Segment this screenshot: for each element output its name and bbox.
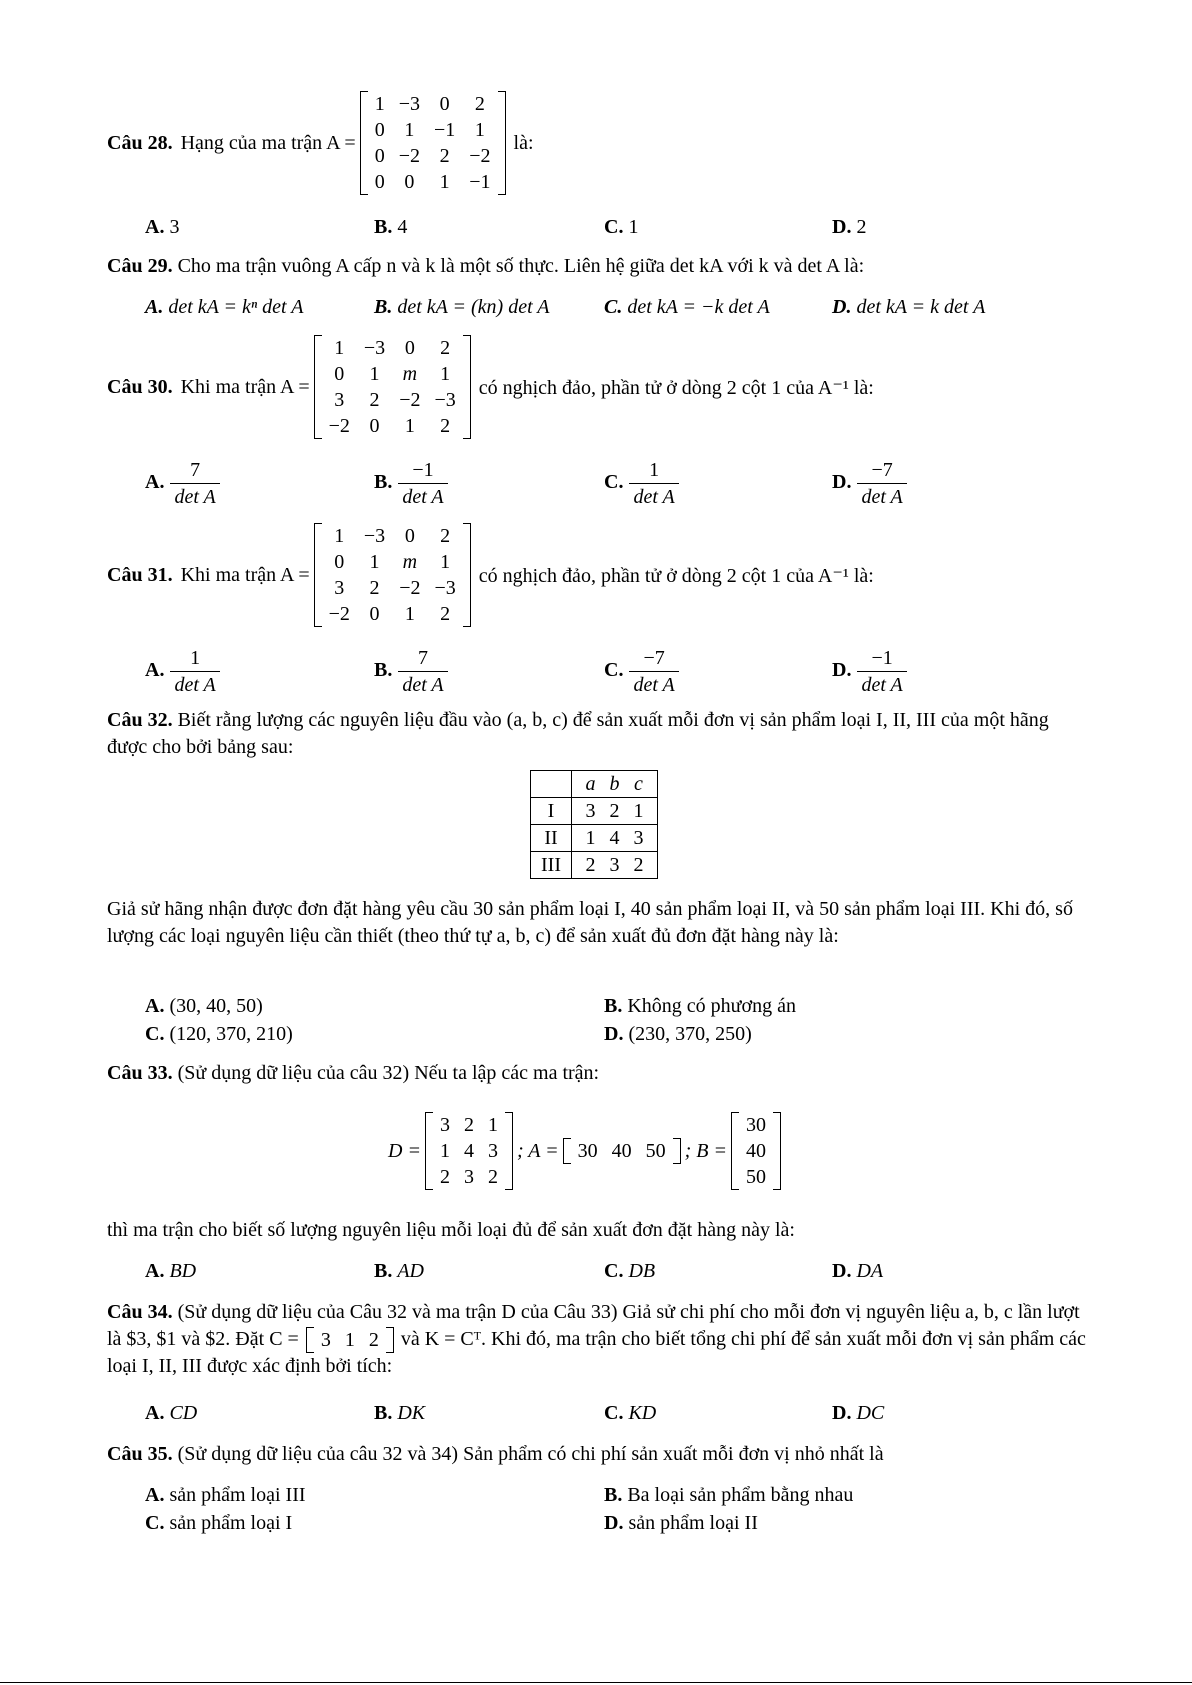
matrix-cell: 0 [374,145,385,167]
matrix-grid [433,1112,505,1190]
option-d[interactable]: D. $\frac{-7}{\text{det A}}$ [832,458,907,509]
matrix-cell: −1 [433,119,456,141]
matrix-cell: 4 [463,1140,474,1162]
table-row [531,825,658,852]
bracket-right [463,335,471,439]
matrix-cell: 1 [439,171,450,193]
option-a[interactable]: A. (30, 40, 50) [145,995,263,1017]
question-29 [107,253,1092,280]
matrix-cell: 2 [487,1166,498,1188]
matrix-cell: −3 [434,577,456,599]
bracket-left [563,1138,571,1164]
question-label: Câu 29. [107,255,173,277]
matrix-cell: 2 [440,337,451,359]
matrix-row [433,1164,505,1190]
matrix-row [314,1327,386,1353]
question-suffix: có nghịch đảo, phần tử ở dòng 2 cột 1 của A⁻¹ là: [478,564,874,587]
question-text: Hạng của ma trận A = [180,131,356,154]
bracket-right [463,523,471,627]
matrix-cell: −2 [328,603,350,625]
matrix-cell: 1 [440,363,451,385]
question-text-a: (Sử dụng dữ liệu của Câu 32 và ma trận D của Câu 33) Giả sử chi phí cho mỗi đơn vị nguyên liệu a, b, c lần lượt là $3, $1 và $2. Đặt C = [107,1301,1080,1350]
matrix-cell: −2 [399,389,421,411]
matrix-row [322,523,463,549]
question-label: Câu 31. [107,563,173,586]
table-row [531,852,658,879]
matrix-cell: 1 [344,1329,355,1352]
matrix-a [563,1138,681,1164]
row-header: I [531,798,572,825]
matrix-cell: 2 [439,145,450,167]
matrix-cell: 50 [645,1140,666,1162]
option-d[interactable]: D. DA [832,1260,884,1282]
matrix-row [322,549,463,575]
question-text: (Sử dụng dữ liệu của câu 32 và 34) Sản phẩm có chi phí sản xuất mỗi đơn vị nhỏ nhất là [177,1443,884,1465]
matrix-grid [322,335,463,439]
matrix-cell: m [402,363,418,385]
option-c[interactable]: C. $\frac{-7}{\text{det A}}$ [604,646,679,697]
question-text: Khi ma trận A = [180,375,310,398]
matrix-cell: 0 [334,363,345,385]
matrix-row [322,387,463,413]
matrix-cell: 3 [334,577,345,599]
question-text: Cho ma trận vuông A cấp n và k là một số thực. Liên hệ giữa det kA với k và det A là: [177,255,865,277]
matrix-cell: 0 [404,171,415,193]
question-label: Câu 33. [107,1062,173,1084]
row-values: 1 4 3 [572,825,658,852]
question-label: Câu 34. [107,1301,173,1323]
matrix-row [571,1138,673,1164]
matrix-row [322,575,463,601]
row-values: 3 2 1 [572,798,658,825]
matrix-cell: −2 [399,577,421,599]
option-c[interactable]: C. 1 [604,216,639,238]
matrix-cell: 3 [463,1166,474,1188]
table-header-row [531,771,658,798]
matrix-d-label: D = [388,1139,421,1162]
matrix-cell: 1 [334,525,345,547]
question-suffix: là: [513,131,534,154]
matrices-definition [388,1109,785,1193]
option-d[interactable]: D. (230, 370, 250) [604,1023,752,1045]
matrix-cell: −2 [469,145,491,167]
matrix-cell: 1 [487,1114,498,1136]
option-c[interactable]: C. (120, 370, 210) [145,1023,293,1045]
matrix-row [368,117,498,143]
row-header: II [531,825,572,852]
matrix-cell: 2 [440,525,451,547]
matrix-cell: −1 [469,171,491,193]
matrix-cell: 2 [440,603,451,625]
matrix-cell: m [402,551,418,573]
option-c[interactable]: C. sản phẩm loại I [145,1512,293,1534]
bracket-right [673,1138,681,1164]
option-c[interactable]: C. det kA = −k det A [604,296,770,318]
matrix-cell: 1 [404,415,415,437]
question-text: (Sử dụng dữ liệu của câu 32) Nếu ta lập các ma trận: [177,1062,600,1084]
matrix-grid [739,1112,773,1190]
question-33 [107,1060,1092,1087]
matrix-cell: 30 [577,1140,598,1162]
matrix-cell: 0 [334,551,345,573]
matrix-cell: 1 [334,337,345,359]
matrix-b-label: ; B = [684,1139,727,1162]
bracket-left [314,523,322,627]
question-label: Câu 32. [107,709,173,731]
question-label: Câu 28. [107,131,173,154]
materials-table [530,770,658,879]
matrix [314,523,471,627]
matrix-cell: −3 [363,525,386,547]
matrix-row [368,169,498,195]
option-d[interactable]: D. DC [832,1402,885,1424]
matrix-cell: 1 [369,551,380,573]
row-header: III [531,852,572,879]
option-b[interactable]: B. 4 [374,216,408,238]
matrix-grid [368,91,498,195]
matrix-cell: 1 [374,93,385,115]
option-b[interactable]: B. $\frac{-1}{\text{det A}}$ [374,458,448,509]
matrix-cell: 0 [404,337,415,359]
matrix-cell: 2 [369,577,380,599]
matrix-row [322,361,463,387]
question-30 [107,332,874,442]
matrix-cell: 1 [439,1140,450,1162]
matrix-cell: 0 [404,525,415,547]
matrix-cell: 2 [439,1166,450,1188]
matrix-row [739,1138,773,1164]
bracket-left [306,1327,314,1353]
matrix-cell: −2 [328,415,350,437]
matrix-a-label: ; A = [516,1139,559,1162]
option-a[interactable]: A. CD [145,1402,198,1424]
matrix-cell: 1 [369,363,380,385]
matrix-grid [314,1327,386,1353]
matrix-row [433,1138,505,1164]
matrix-b [731,1112,781,1190]
option-b[interactable]: B. DK [374,1402,426,1424]
question-32 [107,707,1092,761]
question-label: Câu 35. [107,1443,173,1465]
matrix-cell: 50 [745,1166,766,1188]
matrix-row [368,143,498,169]
matrix-row [739,1112,773,1138]
option-d[interactable]: D. 2 [832,216,867,238]
matrix-cell: 3 [439,1114,450,1136]
bracket-right [386,1327,394,1353]
option-c[interactable]: C. KD [604,1402,657,1424]
table-corner [531,771,572,798]
option-a[interactable]: A. det kA = kⁿ det A [145,296,304,318]
matrix-grid [571,1138,673,1164]
matrix-cell: 40 [611,1140,632,1162]
matrix-d [425,1112,513,1190]
page-bottom-rule [0,1682,1192,1683]
matrix-c [306,1327,394,1353]
matrix-cell: 0 [374,171,385,193]
matrix-grid [322,523,463,627]
question-suffix: có nghịch đảo, phần tử ở dòng 2 cột 1 của A⁻¹ là: [478,376,874,399]
bracket-left [425,1112,433,1190]
option-b[interactable]: B. det kA = (kn) det A [374,296,550,318]
question-text: Khi ma trận A = [180,563,310,586]
question-34 [107,1299,1092,1380]
question-label: Câu 30. [107,375,173,398]
matrix-cell: 2 [463,1114,474,1136]
matrix-cell: −2 [398,145,420,167]
matrix-cell: 3 [487,1140,498,1162]
matrix-cell: 3 [334,389,345,411]
option-a[interactable]: A. 3 [145,216,180,238]
option-c[interactable]: C. DB [604,1260,656,1282]
matrix-cell: 1 [404,119,415,141]
question-text-b: và K = Cᵀ. Khi đó, ma trận cho biết tổng chi phí để sản xuất mỗi đơn vị sản phẩm các loại I, II, III được xác định bởi tích: [107,1328,1086,1378]
bracket-right [773,1112,781,1190]
option-a[interactable]: A. $\frac{1}{\text{det A}}$ [145,646,220,697]
matrix-cell: 3 [320,1329,331,1352]
matrix-cell: 0 [369,415,380,437]
table-header: a b c [572,771,658,798]
row-values: 2 3 2 [572,852,658,879]
matrix-row [368,91,498,117]
matrix-row [433,1112,505,1138]
option-b[interactable]: B. Không có phương án [604,995,796,1017]
option-d[interactable]: D. det kA = k det A [832,296,986,318]
question-text: Biết rằng lượng các nguyên liệu đầu vào (a, b, c) để sản xuất mỗi đơn vị sản phẩm loại I, II, III của một hãng được cho bởi bảng sau: [107,709,1049,758]
option-b[interactable]: B. $\frac{7}{\text{det A}}$ [374,646,448,697]
option-d[interactable]: D. sản phẩm loại II [604,1512,758,1534]
matrix-row [322,413,463,439]
matrix-cell: 2 [474,93,485,115]
matrix-cell: −3 [398,93,420,115]
matrix-cell: 0 [374,119,385,141]
option-b[interactable]: B. Ba loại sản phẩm bằng nhau [604,1484,854,1506]
option-a[interactable]: A. sản phẩm loại III [145,1484,306,1506]
bracket-right [498,91,506,195]
question-31 [107,520,874,630]
question-32-text2: Giả sử hãng nhận được đơn đặt hàng yêu cầu 30 sản phẩm loại I, 40 sản phẩm loại II, và 50 sản phẩm loại III. Khi đó, số lượng các loại nguyên liệu cần thiết (theo thứ tự a, b, c) để sản xuất đủ đơn đặt hàng này là: [107,898,1073,947]
matrix-row [322,601,463,627]
matrix [314,335,471,439]
matrix-cell: 2 [368,1329,379,1352]
matrix-cell: 1 [474,119,485,141]
option-d[interactable]: D. $\frac{-1}{\text{det A}}$ [832,646,907,697]
matrix-row [739,1164,773,1190]
matrix [360,91,506,195]
option-a[interactable]: A. $\frac{7}{\text{det A}}$ [145,458,220,509]
option-a[interactable]: A. BD [145,1260,197,1282]
question-33-text2: thì ma trận cho biết số lượng nguyên liệu mỗi loại đủ để sản xuất đơn đặt hàng này là: [107,1219,795,1241]
matrix-cell: 2 [440,415,451,437]
matrix-cell: 30 [745,1114,766,1136]
matrix-cell: −3 [363,337,386,359]
bracket-left [731,1112,739,1190]
matrix-row [322,335,463,361]
matrix-cell: −3 [434,389,456,411]
bracket-left [314,335,322,439]
bracket-right [505,1112,513,1190]
matrix-cell: 0 [439,93,450,115]
option-c[interactable]: C. $\frac{1}{\text{det A}}$ [604,458,679,509]
matrix-cell: 0 [369,603,380,625]
matrix-cell: 1 [440,551,451,573]
matrix-cell: 1 [404,603,415,625]
table-row [531,798,658,825]
matrix-cell: 2 [369,389,380,411]
question-28 [107,86,534,200]
question-35 [107,1441,1092,1468]
matrix-cell: 40 [745,1140,766,1162]
option-b[interactable]: B. AD [374,1260,425,1282]
bracket-left [360,91,368,195]
